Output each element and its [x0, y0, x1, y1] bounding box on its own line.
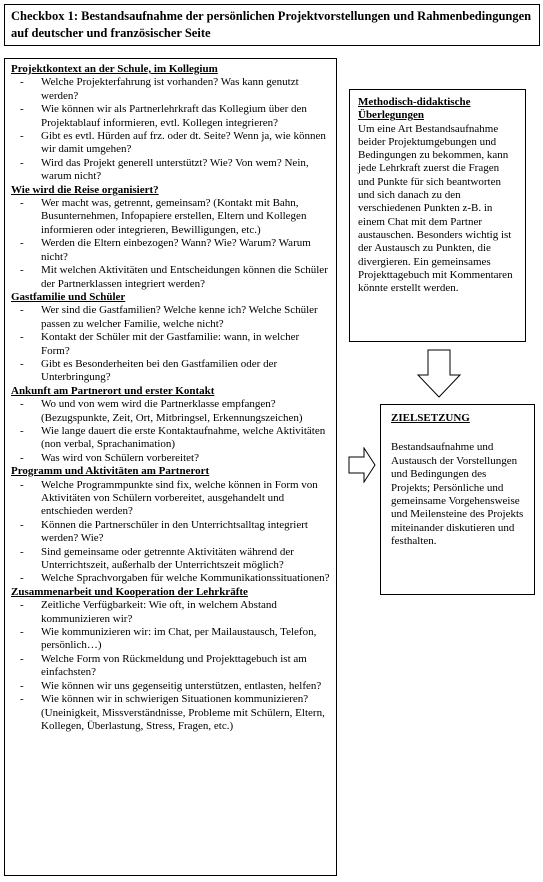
question-item: - Können die Partnerschüler in den Unterrichtsalltag integriert werden? Wie?	[11, 519, 330, 546]
question-item: - Mit welchen Aktivitäten und Entscheidungen können die Schüler der Partnerklassen integriert werden?	[11, 264, 330, 291]
question-list	[11, 197, 330, 291]
section-heading: Zusammenarbeit und Kooperation der Lehrkräfte	[11, 585, 248, 598]
question-item: - Gibt es evtl. Hürden auf frz. oder dt. Seite? Wenn ja, wie können wir damit umgehen?	[11, 130, 330, 157]
question-item: - Welche Programmpunkte sind fix, welche können in Form von Aktivitäten von Schülern vorbereitet, ausgehandelt und entschieden werden?	[11, 479, 330, 519]
question-item: - Wer sind die Gastfamilien? Welche kenne ich? Welche Schüler passen zu welcher Familie, welche nicht?	[11, 304, 330, 331]
right-arrow-icon	[348, 447, 376, 483]
question-list	[11, 398, 330, 465]
question-item: - Welche Sprachvorgaben für welche Kommunikationssituationen?	[11, 572, 330, 585]
question-item: - Wie können wir uns gegenseitig unterstützen, entlasten, helfen?	[11, 680, 330, 693]
question-item: - Wie lange dauert die erste Kontaktaufnahme, welche Aktivitäten (non verbal, Sprachanimation)	[11, 425, 330, 452]
section-heading: Programm und Aktivitäten am Partnerort	[11, 465, 210, 478]
section-heading: Ankunft am Partnerort und erster Kontakt	[11, 384, 215, 397]
question-list	[11, 479, 330, 586]
question-item: - Welche Form von Rückmeldung und Projekttagebuch ist am einfachsten?	[11, 653, 330, 680]
method-text: Um eine Art Bestandsaufnahme beider Projektumgebungen und Bedingungen zu bekommen, kann jede Lehrkraft zuerst die Fragen und Punkte für sich beantworten und sich danach zu den verschiedenen Punkten z-B. in einem Chat mit dem Partner austauschen. Besonders wichtig ist der Austausch zu Punkten, die divergieren. Ein gemeinsames Projekttagebuch mit Kommentaren könnte erstellt werden.	[358, 122, 513, 295]
question-item: - Kontakt der Schüler mit der Gastfamilie: wann, in welcher Form?	[11, 331, 330, 358]
question-item: - Wird das Projekt generell unterstützt? Wie? Von wem? Nein, warum nicht?	[11, 157, 330, 184]
question-list	[11, 599, 330, 733]
method-box	[349, 89, 526, 342]
question-item: - Wo und von wem wird die Partnerklasse empfangen? (Bezugspunkte, Zeit, Ort, Mitbringsel, Erkennungszeichen)	[11, 398, 330, 425]
goal-heading: ZIELSETZUNG	[391, 412, 470, 424]
question-item: - Was wird von Schülern vorbereitet?	[11, 452, 330, 465]
question-item: - Sind gemeinsame oder getrennte Aktivitäten während der Unterrichtszeit, außerhalb der Unterrichtszeit möglich?	[11, 546, 330, 573]
question-item: - Wie können wir als Partnerlehrkraft das Kollegium über den Projektablauf informieren, evtl. Kollegen integrieren?	[11, 103, 330, 130]
question-item: - Wie kommunizieren wir: im Chat, per Mailaustausch, Telefon, persönlich…)	[11, 626, 330, 653]
question-item: - Zeitliche Verfügbarkeit: Wie oft, in welchem Abstand kommunizieren wir?	[11, 599, 330, 626]
checklist-box	[4, 58, 337, 876]
question-list	[11, 304, 330, 384]
question-list	[11, 76, 330, 183]
goal-box	[380, 404, 535, 595]
section-heading: Projektkontext an der Schule, im Kollegium	[11, 63, 218, 75]
checkbox-title: Checkbox 1: Bestandsaufnahme der persönlichen Projektvorstellungen und Rahmenbedingungen auf deutscher und französischer Seite	[4, 4, 540, 46]
question-item: - Wer macht was, getrennt, gemeinsam? (Kontakt mit Bahn, Busunternehmen, Infopapiere erstellen, Eltern und Kollegen informieren oder integrieren, Bewilligungen, etc.)	[11, 197, 330, 237]
question-item: - Welche Projekterfahrung ist vorhanden? Was kann genutzt werden?	[11, 76, 330, 103]
question-item: - Werden die Eltern einbezogen? Wann? Wie? Warum? Warum nicht?	[11, 237, 330, 264]
question-item: - Gibt es Besonderheiten bei den Gastfamilien oder der Unterbringung?	[11, 358, 330, 385]
goal-text: Bestandsaufnahme und Austausch der Vorstellungen und Bedingungen des Projekts; Persönliche und gemeinsame Vorgehensweise und Meilensteine des Projekts miteinander diskutieren und festhalten.	[391, 441, 524, 548]
question-item: - Wie können wir in schwierigen Situationen kommunizieren? (Uneinigkeit, Missverständnisse, Probleme mit Schülern, Eltern, Kollegen, Überlastung, Stress, Fragen, etc.)	[11, 693, 330, 733]
section-heading: Gastfamilie und Schüler	[11, 290, 126, 303]
down-arrow-icon	[416, 349, 462, 399]
section-heading: Wie wird die Reise organisiert?	[11, 183, 159, 196]
method-heading: Methodisch-didaktische Überlegungen	[358, 96, 471, 122]
